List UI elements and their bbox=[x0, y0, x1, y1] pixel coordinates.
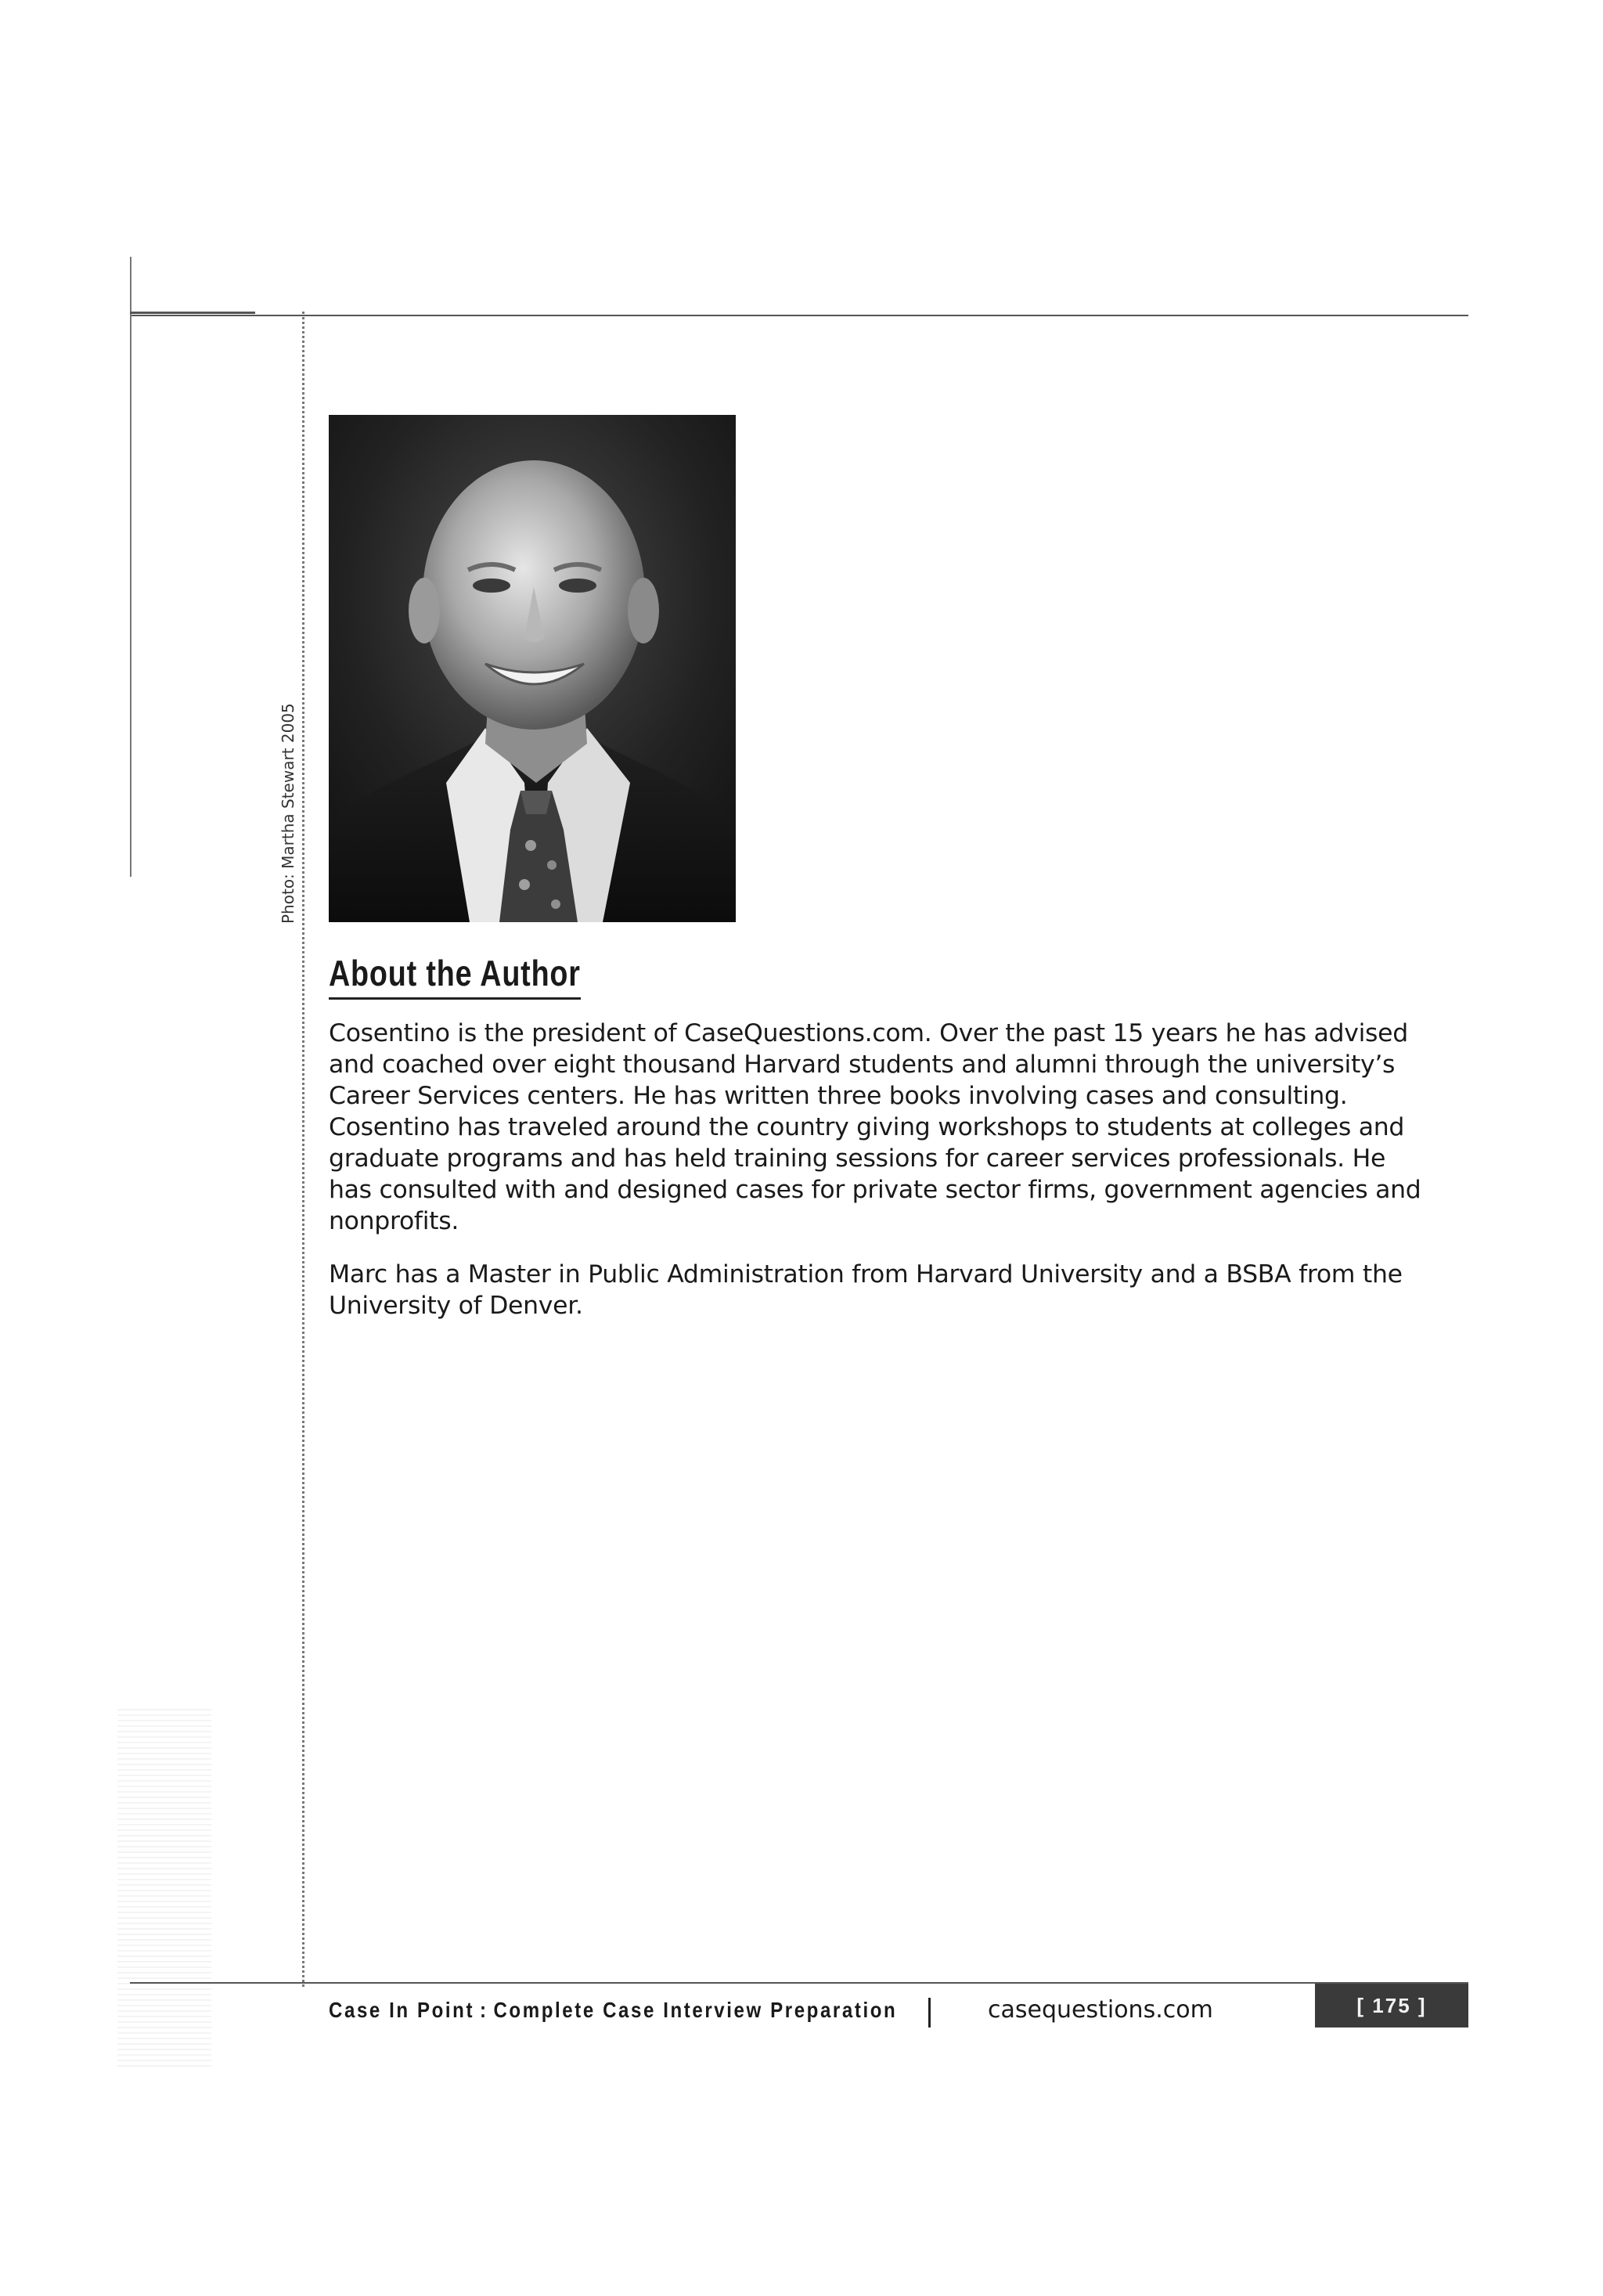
page-number: [ 175 ] bbox=[1356, 1993, 1427, 2017]
author-portrait-image bbox=[329, 415, 736, 922]
footer-divider bbox=[928, 1998, 931, 2027]
scan-frame-top-left bbox=[130, 312, 255, 314]
bio-paragraph-2: Marc has a Master in Public Administration from Harvard University and a BSBA from the University of Denver. bbox=[329, 1260, 1403, 1320]
bio-paragraph-1: Cosentino is the president of CaseQuestions.com. Over the past 15 years he has advised and coached over eight thousand Harvard students and alumni through the university’s Career Services centers. He has written three books involving cases and consulting. Cosentino has traveled around the country giving workshops to students at colleges and graduate programs and has held training sessions for career services professionals. He has consulted with and designed cases for private sector firms, government agencies and nonprofits. bbox=[329, 1019, 1421, 1235]
footer-book-title bbox=[329, 1998, 897, 2023]
footer-website: casequestions.com bbox=[988, 1996, 1213, 2024]
scan-frame-left bbox=[130, 257, 131, 877]
footer-title-text: Case In Point bbox=[329, 1998, 475, 2022]
scan-artifact bbox=[117, 1707, 211, 2067]
section-heading: About the Author bbox=[329, 953, 581, 993]
footer-title-separator: : bbox=[479, 1998, 488, 2022]
footer-subtitle-text: Complete Case Interview Preparation bbox=[493, 1998, 898, 2022]
margin-dotted-rule bbox=[302, 312, 304, 1987]
heading-underline bbox=[329, 997, 581, 1000]
author-photo bbox=[329, 415, 736, 922]
header-rule bbox=[131, 315, 1468, 316]
page-number-badge bbox=[1315, 1984, 1468, 2027]
author-bio bbox=[329, 1018, 1425, 1343]
photo-credit: Photo: Martha Stewart 2005 bbox=[279, 703, 297, 924]
footer-rule bbox=[130, 1982, 1468, 1984]
